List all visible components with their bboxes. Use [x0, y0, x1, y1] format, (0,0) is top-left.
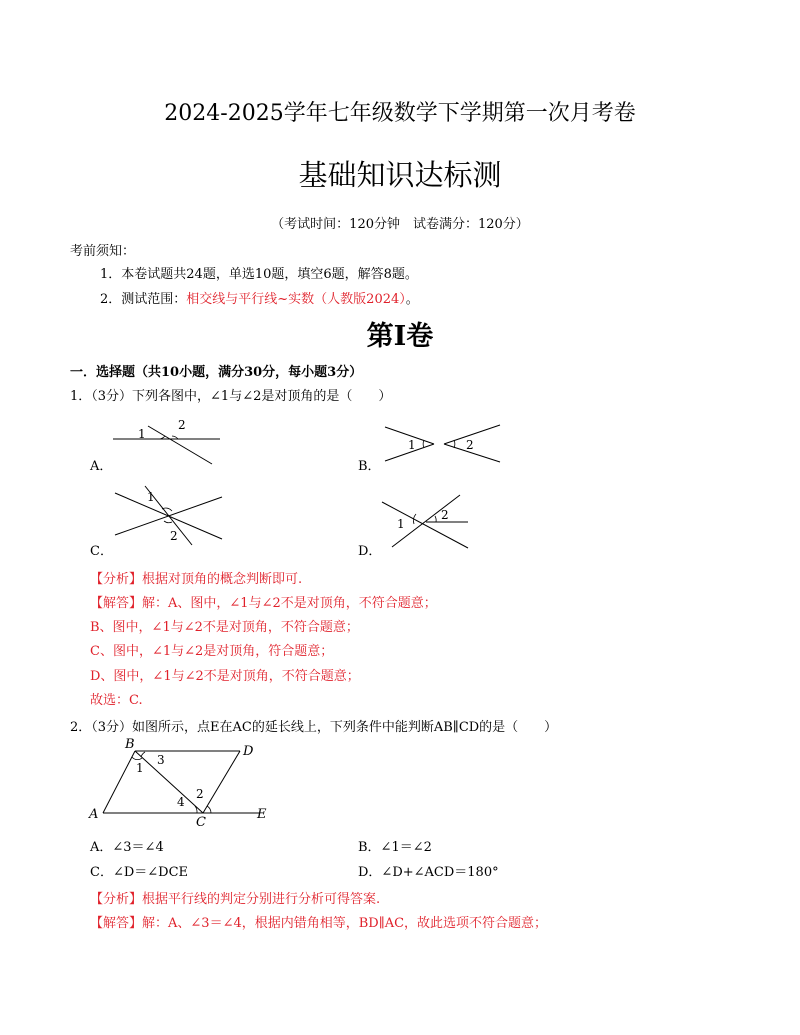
q1-answer-line-5: 故选：C.	[90, 693, 143, 708]
q1-fig-a-label-1: 1	[138, 427, 146, 441]
section-heading: 一．选择题（共10小题，满分30分，每小题3分）	[70, 365, 363, 380]
q2-fig-label-d: D	[243, 744, 254, 759]
notice-item-2-suffix: 。	[405, 292, 419, 307]
q2-fig-label-e: E	[257, 807, 267, 822]
q2-fig-label-3: 3	[157, 753, 165, 767]
q1-option-a: A．	[90, 459, 113, 474]
q1-figure-c	[110, 483, 230, 548]
q2-answer-text: 解：A、∠3＝∠4，根据内错角相等，BD∥AC，故此选项不符合题意；	[142, 916, 548, 931]
notice-item-1: 1．本卷试题共24题，单选10题，填空6题，解答8题。	[100, 267, 418, 282]
q2-fig-label-2: 2	[196, 787, 204, 801]
q2-option-b: B．∠1＝∠2	[358, 840, 432, 855]
q1-analysis	[90, 568, 302, 587]
q2-analysis-tag: 【分析】	[90, 892, 143, 907]
q1-fig-c-label-2: 2	[170, 529, 178, 543]
q2-stem: 2．（3分）如图所示，点E在AC的延长线上，下列条件中能判断AB∥CD的是（ ）	[70, 720, 558, 735]
q2-fig-label-4: 4	[177, 795, 185, 809]
notice-item-2	[100, 288, 419, 307]
q1-answer-line-4: D、图中，∠1与∠2不是对顶角，不符合题意；	[90, 669, 360, 684]
notice-item-2-prefix: 2．测试范围：	[100, 292, 187, 307]
q1-option-d: D．	[358, 544, 382, 559]
q1-analysis-tag: 【分析】	[90, 572, 143, 587]
q1-figure-d	[380, 492, 480, 554]
q2-answer-tag: 【解答】	[90, 916, 143, 931]
q1-fig-d-label-1: 1	[397, 517, 405, 531]
q1-fig-b-label-2: 2	[466, 438, 474, 452]
q1-option-b: B．	[358, 459, 381, 474]
volume-title: 第Ⅰ卷	[366, 321, 434, 352]
q2-answer	[90, 912, 547, 931]
exam-subtitle: 基础知识达标测	[298, 158, 502, 192]
q2-analysis	[90, 888, 380, 907]
q2-analysis-text: 根据平行线的判定分别进行分析可得答案.	[142, 892, 381, 907]
q1-answer-line-3: C、图中，∠1与∠2是对顶角，符合题意；	[90, 644, 334, 659]
q1-fig-a-label-2: 2	[178, 418, 186, 432]
q1-answer-text-1: 解：A、图中，∠1与∠2不是对顶角，不符合题意；	[142, 596, 437, 611]
q1-analysis-text: 根据对顶角的概念判断即可.	[142, 572, 303, 587]
notice-heading: 考前须知：	[70, 244, 136, 259]
q1-fig-c-label-1: 1	[147, 490, 155, 504]
q2-fig-label-b: B	[125, 737, 135, 752]
notice-test-range: 相交线与平行线~实数（人教版2024）	[186, 292, 406, 307]
q2-fig-label-c: C	[196, 815, 206, 830]
q2-fig-label-a: A	[89, 807, 99, 822]
q1-answer-tag: 【解答】	[90, 596, 143, 611]
q1-fig-d-label-2: 2	[441, 508, 449, 522]
q1-stem: 1．（3分）下列各图中，∠1与∠2是对顶角的是（ ）	[70, 389, 392, 404]
q2-option-a: A．∠3＝∠4	[90, 840, 164, 855]
q2-option-c: C．∠D＝∠DCE	[90, 865, 189, 880]
q2-option-d: D．∠D+∠ACD＝180°	[358, 865, 499, 880]
q1-fig-b-label-1: 1	[408, 438, 416, 452]
q2-fig-label-1: 1	[136, 761, 144, 775]
exam-title: 2024-2025学年七年级数学下学期第一次月考卷	[164, 101, 636, 126]
q1-figure-b	[380, 420, 505, 465]
q1-answer-line-1	[90, 592, 437, 611]
q2-figure	[85, 738, 275, 828]
exam-time-info: （考试时间：120分钟 试卷满分：120分）	[271, 217, 529, 232]
q1-option-c: C．	[90, 544, 113, 559]
q1-answer-line-2: B、图中，∠1与∠2不是对顶角，不符合题意；	[90, 620, 359, 635]
q1-figure-a	[108, 412, 223, 467]
